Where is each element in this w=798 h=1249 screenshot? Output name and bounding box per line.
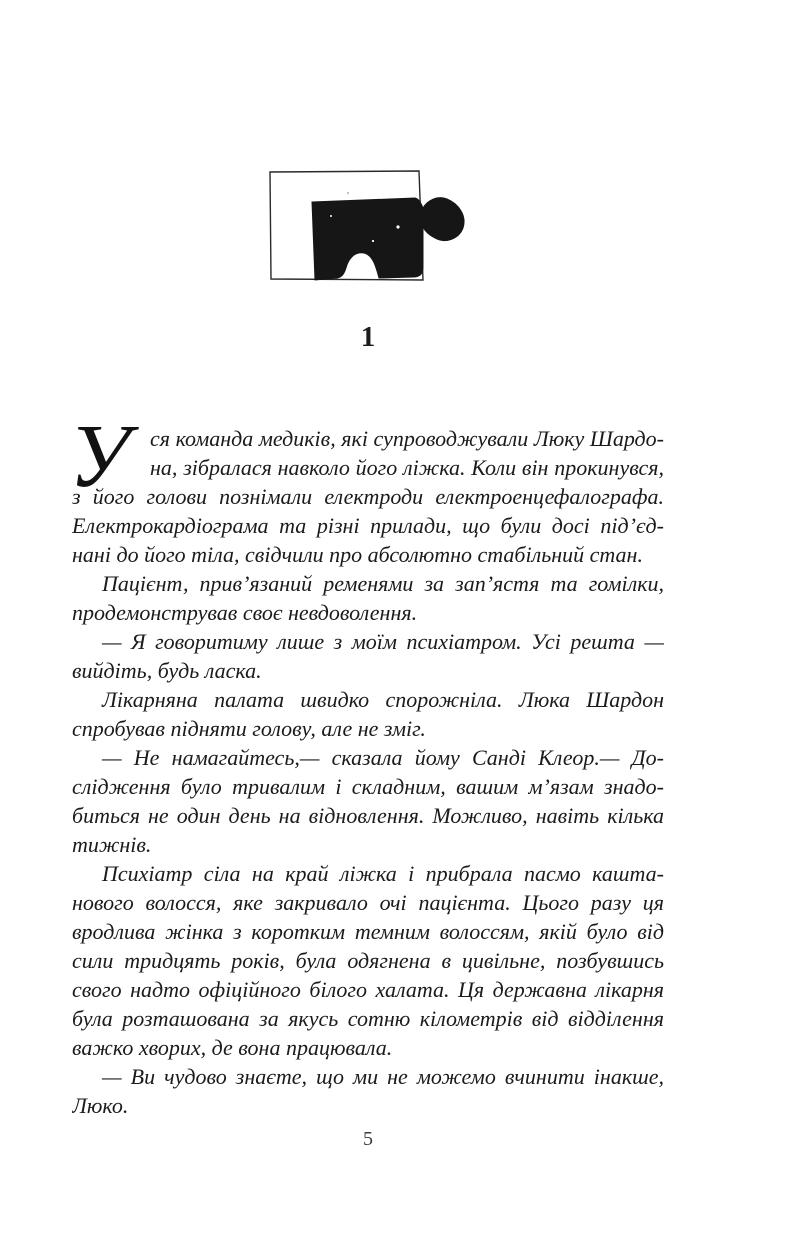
puzzle-piece-shape (312, 198, 464, 280)
speckle (330, 215, 332, 217)
puzzle-piece-icon (255, 155, 485, 305)
page-number: 5 (363, 1128, 373, 1150)
text-line: Лікарняна палата швидко спорожніла. Люка Шардон (102, 687, 664, 712)
speckle (396, 225, 399, 228)
text-line: Люко. (72, 1093, 129, 1118)
text-line: була розташована за якусь сотню кілометрів від відділення (72, 1006, 664, 1031)
drop-cap: У (69, 407, 130, 506)
text-line: важко хворих, де вона працювала. (72, 1035, 393, 1060)
text-line: тижнів. (72, 832, 152, 857)
text-line: нані до його тіла, свідчили про абсолютно стабільний стан. (72, 542, 643, 567)
body-text (69, 407, 664, 1120)
text-line: — Не намагайтесь,— сказала йому Санді Клеор.— До- (102, 745, 664, 770)
chapter-number: 1 (360, 321, 376, 353)
text-line: продемонстрував своє невдоволення. (72, 600, 418, 625)
text-line: свого надто офіційного білого халата. Ця державна лікарня (72, 977, 664, 1002)
text-line: Пацієнт, прив’язаний ременями за зап’ястя та гомілки, (102, 571, 664, 596)
text-line: на, зібралася навколо його ліжка. Коли він прокинувся, (150, 455, 664, 480)
speckle (347, 192, 349, 194)
text-line: биться не один день на відновлення. Можливо, навіть кілька (72, 803, 664, 828)
text-lines (72, 424, 664, 1120)
text-line: спробував підняти голову, але не зміг. (72, 716, 426, 741)
text-line: — Ви чудово знаєте, що ми не можемо вчинити інакше, (102, 1064, 664, 1089)
text-line: Електрокардіограма та різні прилади, що були досі під’єд- (72, 513, 664, 538)
text-line: — Я говоритиму лише з моїм психіатром. Усі решта — (102, 629, 664, 654)
speckle (372, 240, 374, 242)
text-line: вродлива жінка з коротким темним волоссям, якій було від (72, 919, 664, 944)
text-line: слідження було тривалим і складним, вашим м’язам знадо- (72, 774, 664, 799)
text-line: Психіатр сіла на край ліжка і прибрала пасмо кашта- (102, 861, 664, 886)
text-line: нового волосся, яке закривало очі пацієнта. Цього разу ця (72, 890, 664, 915)
text-line: вийдіть, будь ласка. (72, 658, 262, 683)
text-line: сили тридцять років, була одягнена в цивільне, позбувшись (72, 948, 664, 973)
text-line: ся команда медиків, які супроводжували Люку Шардо- (150, 426, 664, 451)
text-line: з його голови познімали електроди електроенцефалографа. (72, 484, 664, 509)
